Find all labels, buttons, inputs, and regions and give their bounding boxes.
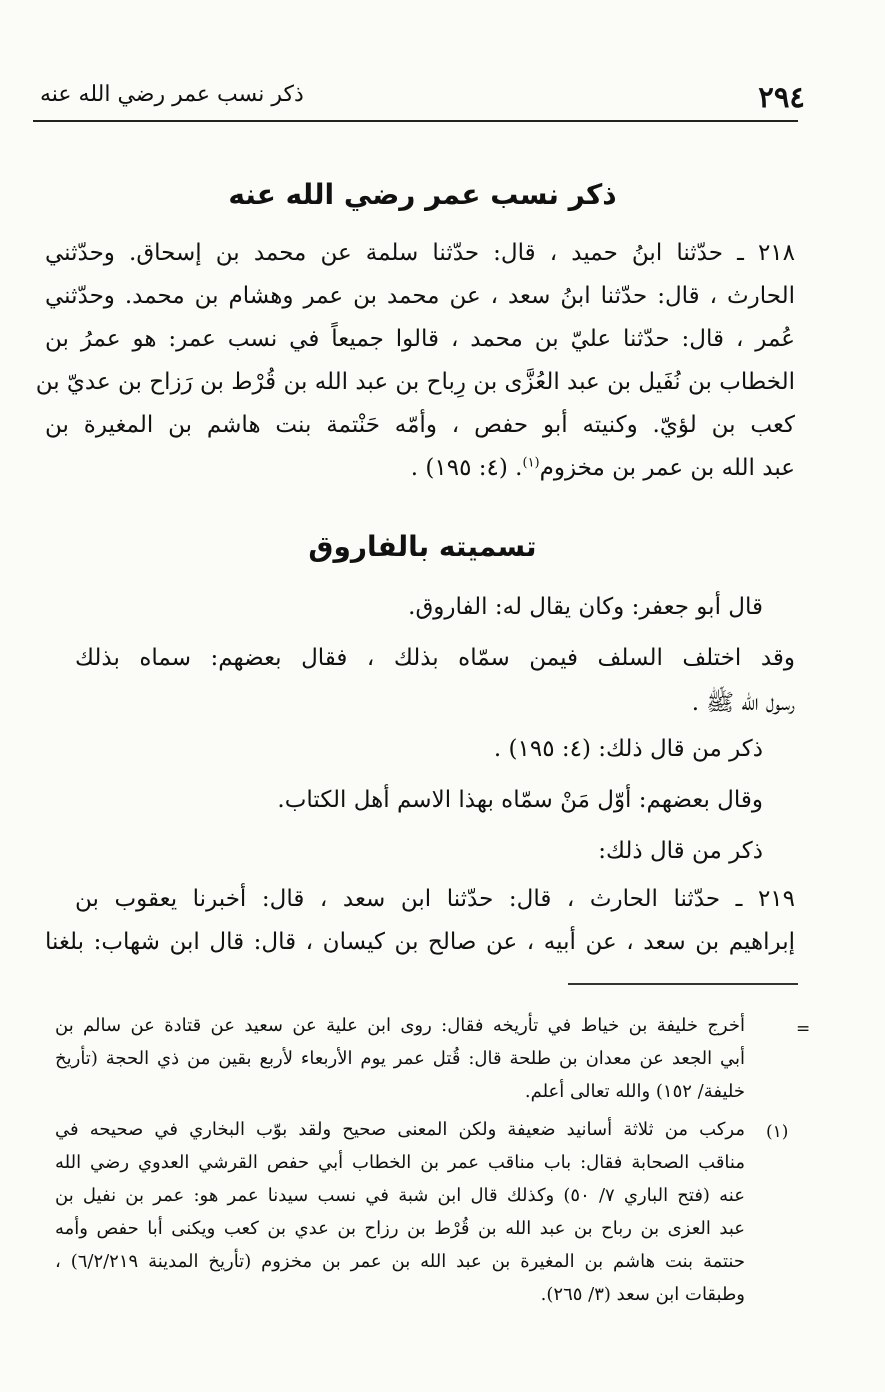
paragraph-line: عُمر ، قال: حدّثنا عليّ بن محمد ، قالوا جميعاً في نسب عمر: هو عمرُ بن [45,326,795,352]
paragraph-line: رسول الله ﷺ . [691,690,795,716]
footnote-continuation-mark: = [796,1019,811,1039]
footnote-line: أخرج خليفة بن خياط في تأريخه فقال: روى ابن علية عن سعيد عن قتادة عن سالم بن [55,1015,745,1036]
footnote-number: (١) [766,1122,789,1142]
header-rule [33,120,798,122]
paragraph-line: الحارث ، قال: حدّثنا ابنُ سعد ، عن محمد بن عمر وهشام بن محمد. وحدّثني [45,283,795,309]
paragraph-line: وقال بعضهم: أوّل مَنْ سمّاه بهذا الاسم أهل الكتاب. [277,787,763,813]
paragraph-line: وقد اختلف السلف فيمن سمّاه بذلك ، فقال بعضهم: سماه بذلك [75,645,795,671]
footnote-line: أبي الجعد عن معدان بن طلحة قال: قُتل عمر يوم الأربعاء لأربع بقين من ذي الحجة (تأريخ [55,1048,745,1069]
footnote-line: عنه (فتح الباري ٧/ ٥٠) وكذلك قال ابن شبة في نسب سيدنا عمر هو: عمر بن نفيل بن [55,1185,745,1206]
text-segment: . (٤: ١٩٥) . [410,455,523,481]
footnote-ref: (١) [522,455,540,471]
paragraph-last-line [411,455,795,481]
paragraph-line: الخطاب بن نُفَيل بن عبد العُزَّى بن رِباح بن عبد الله بن قُرْط بن رَزاح بن عديّ بن [35,369,795,395]
paragraph-line: إبراهيم بن سعد ، عن أبيه ، عن صالح بن كيسان ، قال: قال ابن شهاب: بلغنا [45,929,795,955]
paragraph-line: ذكر من قال ذلك: [598,838,763,864]
paragraph-line: ذكر من قال ذلك: (٤: ١٩٥) . [493,736,763,762]
page-number: ٢٩٤ [758,80,805,114]
running-title: ذكر نسب عمر رضي الله عنه [40,82,304,107]
footnote-line: حنتمة بنت هاشم بن المغيرة بن عبد الله بن عمر بن مخزوم (تأريخ المدينة ٦/٢/٢١٩) ، [55,1251,745,1272]
paragraph-line: كعب بن لؤيّ. وكنيته أبو حفص ، وأمّه حَنْتمة بنت هاشم بن المغيرة بن [45,412,795,438]
paragraph-line: ٢١٩ ـ حدّثنا الحارث ، قال: حدّثنا ابن سعد ، قال: أخبرنا يعقوب بن [75,886,795,912]
text-segment: عبد الله بن عمر بن مخزوم [539,455,795,481]
footnote-line: مناقب الصحابة فقال: باب مناقب عمر بن الخطاب أبي حفص القرشي العدوي رضي الله [55,1152,745,1173]
footnote-line: عبد العزى بن رباح بن عبد الله بن قُرْط بن رزاح بن عدي بن كعب ويكنى أبا حفص وأمه [55,1218,745,1239]
footnote-line: مركب من ثلاثة أسانيد ضعيفة ولكن المعنى صحيح ولقد بوّب البخاري في صحيحه في [55,1119,745,1140]
footnote-line: خليفة/ ١٥٢) والله تعالى أعلم. [524,1081,745,1102]
footnote-rule [568,983,798,985]
section-heading-faruq: تسميته بالفاروق [308,530,537,563]
paragraph-line: ٢١٨ ـ حدّثنا ابنُ حميد ، قال: حدّثنا سلمة عن محمد بن إسحاق. وحدّثني [45,240,795,266]
section-heading-lineage: ذكر نسب عمر رضي الله عنه [228,178,617,211]
paragraph-line: قال أبو جعفر: وكان يقال له: الفاروق. [408,594,763,620]
footnote-line: وطبقات ابن سعد (٣/ ٢٦٥). [540,1284,745,1305]
